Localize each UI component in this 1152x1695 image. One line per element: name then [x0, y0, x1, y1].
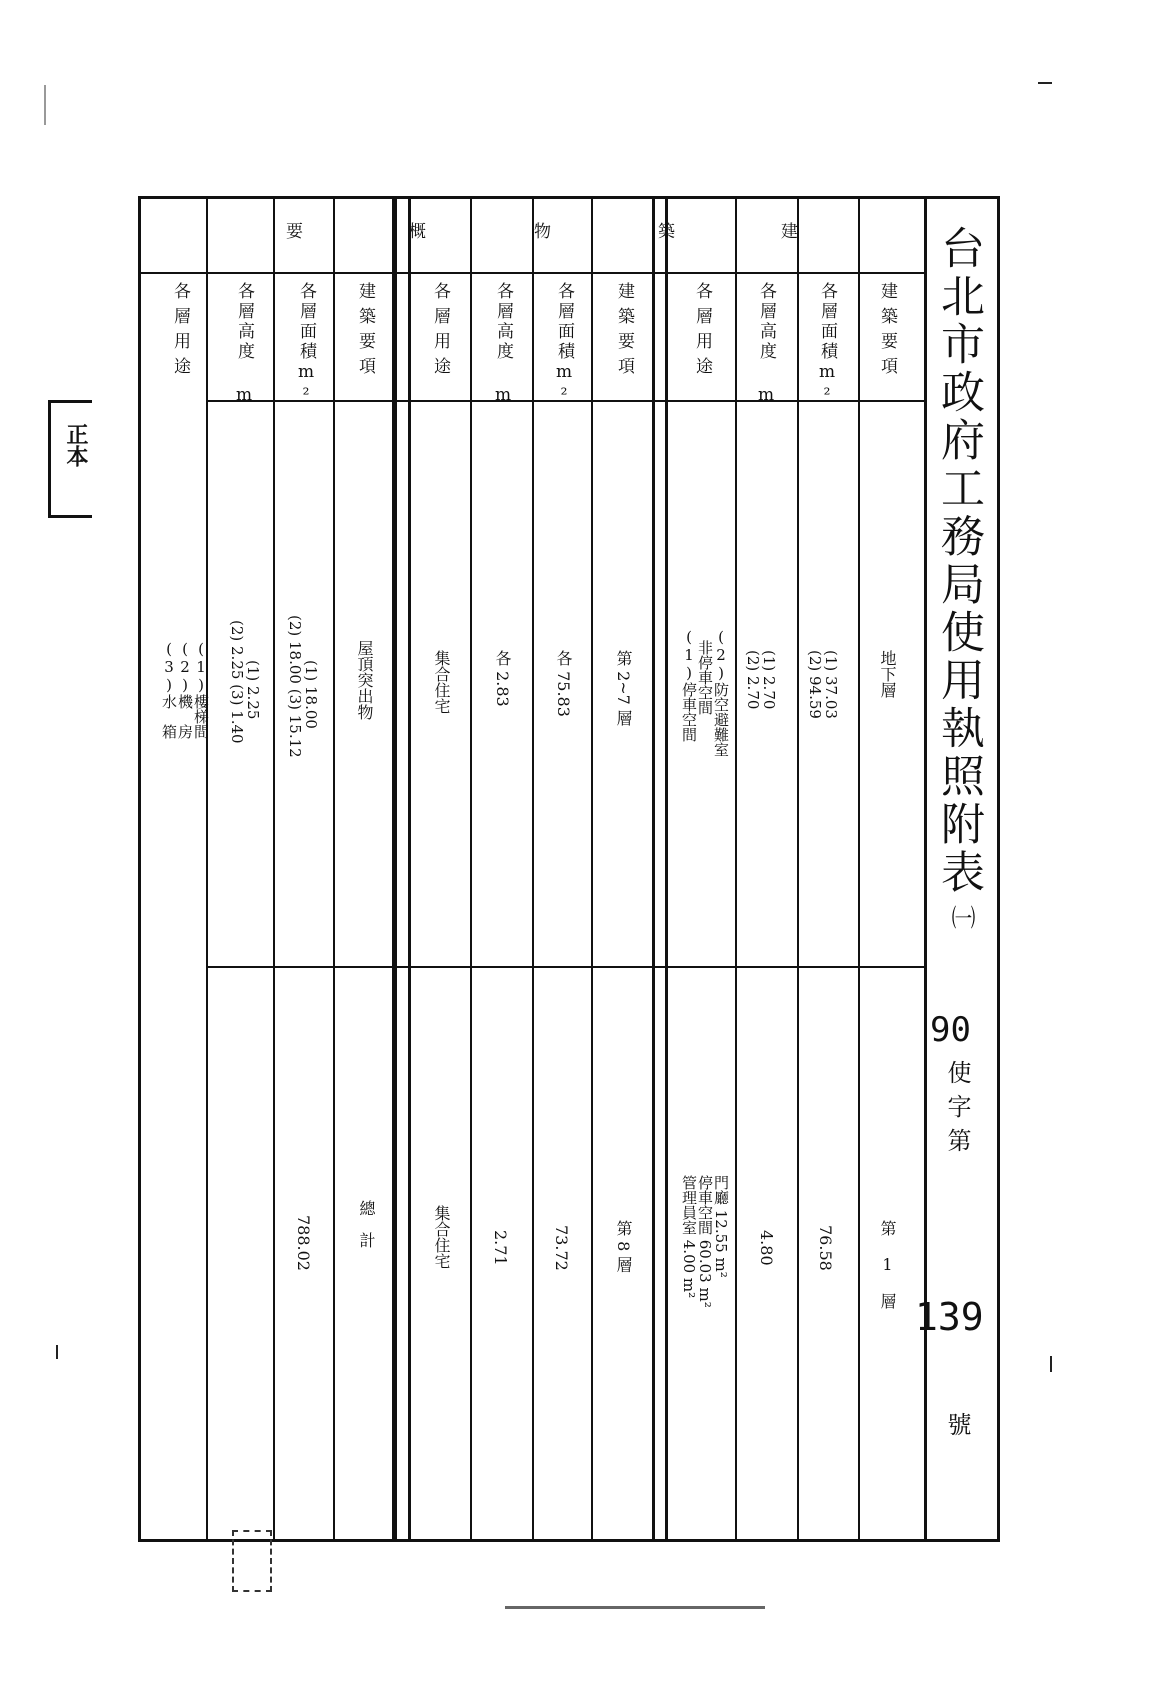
title-part: ㈠ [947, 905, 975, 929]
g1-basement-usage-2: 非停車空間 [696, 640, 714, 715]
g2-2to7-area: 各 75.83 [554, 650, 573, 717]
g1-label-height: 各層高度 m [756, 282, 776, 408]
g3-roof-area-1: (1) 18.00 [302, 660, 320, 729]
g2-label-height: 各層高度 m [493, 282, 513, 408]
section-label-5: 要 [282, 222, 302, 247]
g1-basement-usage-1: (1)停車空間 [680, 628, 698, 742]
g2-8f-heading: 第 8 層 [614, 1220, 633, 1273]
g3-roof-height-2: (2) 2.25 (3) 1.40 [228, 620, 246, 744]
scan-mark [1038, 82, 1052, 84]
group-divider [652, 196, 655, 1542]
col-divider [735, 196, 737, 1542]
g2-label-area: 各層面積m² [554, 282, 574, 408]
section-label-2: 築 [654, 222, 674, 247]
value-row-divider [206, 966, 924, 968]
col-divider [591, 196, 593, 1542]
g3-roof-heading: 屋頂突出物 [355, 640, 374, 720]
g1-1f-usage-3: 管理員室 4.00 m² [680, 1175, 698, 1299]
g2-8f-usage: 集合住宅 [432, 1205, 451, 1269]
group-divider [408, 196, 411, 1542]
g3-label-item: 建築要項 [355, 282, 375, 382]
scan-mark [1050, 1356, 1052, 1372]
g3-label-usage: 各層用途 [170, 282, 190, 382]
group-divider [394, 196, 397, 1542]
col-divider [470, 196, 472, 1542]
col-divider [797, 196, 799, 1542]
section-label-3: 物 [530, 222, 550, 247]
g3-roof-usage-2: (2)機 房 [176, 640, 194, 739]
group-divider [665, 196, 668, 1542]
g2-2to7-usage: 集合住宅 [432, 650, 451, 714]
g1-label-area: 各層面積m² [817, 282, 837, 408]
permit-number: 139 [915, 1295, 984, 1339]
g1-1f-usage-1: 門廳 12.55 m² [712, 1175, 730, 1278]
permit-prefix: 使字第 [943, 1060, 971, 1162]
document-title: 台北市政府工務局使用執照附表 [933, 225, 984, 897]
g1-1f-usage-2: 停車空間 60.03 m² [696, 1175, 714, 1308]
g1-basement-height-2: (2) 2.70 [744, 650, 762, 710]
g3-roof-usage-1: (1)樓梯間 [192, 640, 210, 739]
scan-mark [56, 1345, 58, 1359]
margin-stamp [48, 400, 92, 518]
col-divider [333, 196, 335, 1542]
bottom-seal [232, 1530, 272, 1592]
col-divider [532, 196, 534, 1542]
g1-label-item: 建築要項 [877, 282, 897, 382]
g1-1f-heading: 第 1 層 [878, 1220, 897, 1309]
g2-label-item: 建築要項 [614, 282, 634, 382]
scan-mark [505, 1606, 765, 1609]
g1-basement-usage-3: (2)防空避難室 [712, 628, 730, 757]
g2-2to7-height: 各 2.83 [493, 650, 512, 707]
g3-total-heading: 總 計 [357, 1200, 376, 1248]
col-divider [858, 196, 860, 1542]
g3-label-height: 各層高度 m [234, 282, 254, 408]
g1-1f-height: 4.80 [757, 1230, 776, 1266]
title-divider [924, 196, 927, 1542]
permit-suffix: 號 [943, 1412, 971, 1436]
stamp-text: 正本 [63, 423, 89, 467]
g3-roof-area-2: (2) 18.00 (3) 15.12 [286, 615, 304, 758]
permit-year: 90 [930, 1010, 971, 1050]
g2-8f-height: 2.71 [491, 1230, 510, 1266]
section-label-1: 建 [777, 222, 797, 247]
g3-roof-usage-3: (3)水 箱 [160, 640, 178, 739]
g1-basement-area-2: (2) 94.59 [806, 650, 824, 719]
header-row-divider [138, 272, 924, 274]
section-label-4: 概 [405, 222, 425, 247]
g2-8f-area: 73.72 [552, 1225, 571, 1271]
section-divider [206, 196, 208, 1542]
scan-mark [44, 85, 46, 125]
g3-roof-height-1: (1) 2.25 [244, 660, 262, 720]
g3-label-area: 各層面積m² [296, 282, 316, 408]
g1-basement-area-1: (1) 37.03 [822, 650, 840, 719]
g3-total-area: 788.02 [294, 1215, 313, 1271]
g2-2to7-heading: 第 2~7 層 [614, 650, 633, 726]
col-divider [273, 196, 275, 1542]
g1-basement-height-1: (1) 2.70 [760, 650, 778, 710]
g1-1f-area: 76.58 [816, 1225, 835, 1271]
g1-label-usage: 各層用途 [692, 282, 712, 382]
g1-basement-heading: 地下層 [878, 650, 897, 698]
g2-label-usage: 各層用途 [430, 282, 450, 382]
